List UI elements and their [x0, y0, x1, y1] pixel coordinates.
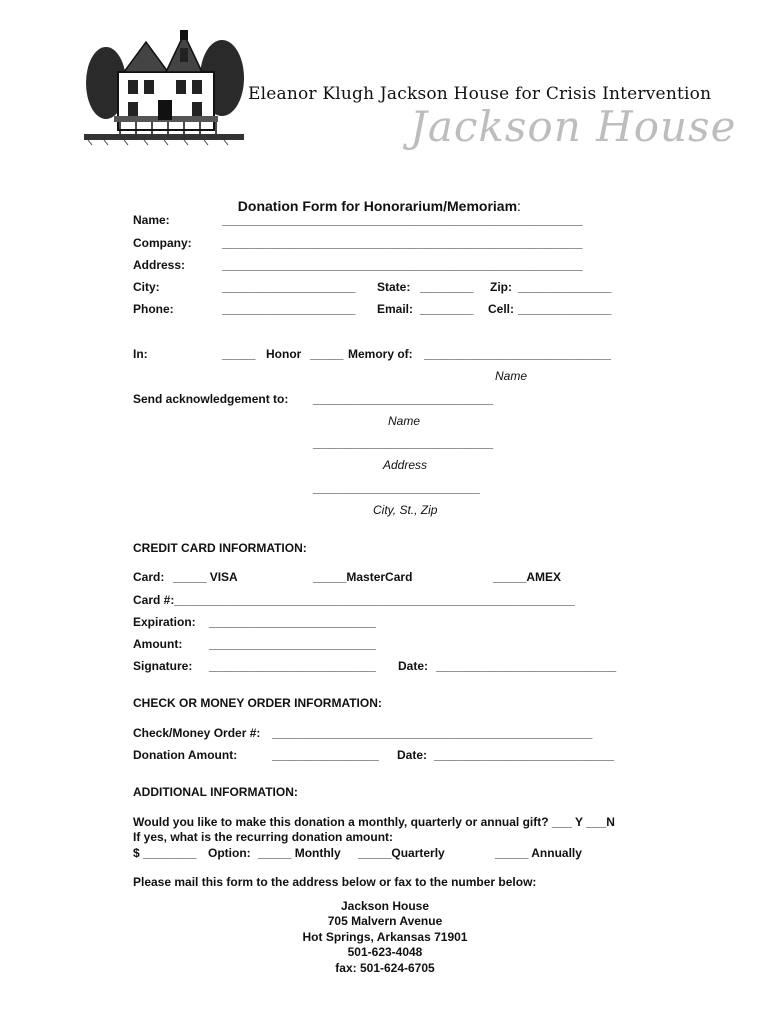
- check-heading: CHECK OR MONEY ORDER INFORMATION:: [133, 696, 382, 710]
- additional-heading: ADDITIONAL INFORMATION:: [133, 785, 298, 799]
- check-date-label: Date:: [397, 748, 428, 762]
- amount-label: Amount:: [133, 637, 183, 651]
- check-date-field-line[interactable]: ___________________________: [434, 748, 615, 762]
- form-title: [230, 182, 521, 214]
- donation-amount-label: Donation Amount:: [133, 748, 238, 762]
- memory-of-field-line[interactable]: ____________________________: [424, 347, 611, 361]
- mail-phone: 501-623-4048: [347, 945, 423, 959]
- name-field-line[interactable]: ______________________________________________________: [222, 213, 583, 227]
- email-label: Email:: [377, 302, 414, 316]
- donation-amount-field-line[interactable]: ________________: [272, 748, 379, 762]
- company-field-line[interactable]: ______________________________________________________: [222, 236, 583, 250]
- card-date-field-line[interactable]: ___________________________: [436, 659, 617, 673]
- honor-blank[interactable]: _____: [222, 347, 256, 361]
- honor-label: Honor: [266, 347, 302, 361]
- ack-name-field-line[interactable]: ___________________________: [313, 392, 494, 406]
- memory-blank[interactable]: _____: [310, 347, 344, 361]
- in-label: In:: [133, 347, 148, 361]
- ack-city-field-line[interactable]: _________________________: [313, 481, 480, 495]
- recurring-amount-prompt: If yes, what is the recurring donation amount:: [133, 830, 394, 844]
- cell-field-line[interactable]: ______________: [518, 302, 612, 316]
- monthly-option[interactable]: _____ Monthly: [258, 846, 341, 860]
- mail-name: Jackson House: [340, 899, 430, 913]
- option-label: Option:: [208, 846, 251, 860]
- email-field-line[interactable]: ________: [420, 302, 474, 316]
- credit-card-heading: CREDIT CARD INFORMATION:: [133, 541, 307, 555]
- send-acknowledgement-label: Send acknowledgement to:: [133, 392, 289, 406]
- house-logo-illustration: [84, 28, 244, 146]
- form-title-colon: :: [517, 198, 521, 214]
- jackson-house-script-logo: Jackson House: [410, 102, 737, 151]
- organization-name: Eleanor Klugh Jackson House for Crisis Intervention: [248, 84, 712, 104]
- company-label: Company:: [133, 236, 192, 250]
- signature-field-line[interactable]: _________________________: [209, 659, 376, 673]
- address-label: Address:: [133, 258, 186, 272]
- address-field-line[interactable]: ______________________________________________________: [222, 258, 583, 272]
- card-number-field[interactable]: Card #:____________________________________________________________: [133, 593, 575, 607]
- expiration-field-line[interactable]: _________________________: [209, 615, 376, 629]
- name-label: Name:: [133, 213, 170, 227]
- check-number-label: Check/Money Order #:: [133, 726, 261, 740]
- mail-street: 705 Malvern Avenue: [327, 914, 443, 928]
- ack-address-caption: Address: [383, 458, 428, 472]
- recurring-question: Would you like to make this donation a monthly, quarterly or annual gift? ___ Y ___N: [133, 815, 615, 829]
- amount-field-line[interactable]: _________________________: [209, 637, 376, 651]
- expiration-label: Expiration:: [133, 615, 196, 629]
- ack-city-caption: City, St., Zip: [373, 503, 438, 517]
- phone-label: Phone:: [133, 302, 174, 316]
- signature-label: Signature:: [133, 659, 193, 673]
- recurring-amount-field[interactable]: $ ________: [133, 846, 197, 860]
- mail-city: Hot Springs, Arkansas 71901: [302, 930, 468, 944]
- check-number-field-line[interactable]: ________________________________________________: [272, 726, 593, 740]
- ack-name-caption: Name: [388, 414, 421, 428]
- mail-instruction: Please mail this form to the address below or fax to the number below:: [133, 875, 537, 889]
- form-title-text: Donation Form for Honorarium/Memoriam: [237, 198, 518, 214]
- zip-label: Zip:: [490, 280, 512, 294]
- visa-option[interactable]: _____ VISA: [173, 570, 238, 584]
- city-label: City:: [133, 280, 160, 294]
- amex-option[interactable]: _____AMEX: [493, 570, 562, 584]
- card-date-label: Date:: [398, 659, 429, 673]
- ack-address-field-line[interactable]: ___________________________: [313, 436, 494, 450]
- quarterly-option[interactable]: _____Quarterly: [358, 846, 445, 860]
- phone-field-line[interactable]: ____________________: [222, 302, 356, 316]
- card-label: Card:: [133, 570, 165, 584]
- mastercard-option[interactable]: _____MasterCard: [313, 570, 413, 584]
- state-label: State:: [377, 280, 411, 294]
- memory-of-label: Memory of:: [348, 347, 413, 361]
- cell-label: Cell:: [488, 302, 515, 316]
- memory-name-caption: Name: [495, 369, 528, 383]
- state-field-line[interactable]: ________: [420, 280, 474, 294]
- city-field-line[interactable]: ____________________: [222, 280, 356, 294]
- mail-fax: fax: 501-624-6705: [335, 961, 435, 975]
- zip-field-line[interactable]: ______________: [518, 280, 612, 294]
- annually-option[interactable]: _____ Annually: [495, 846, 582, 860]
